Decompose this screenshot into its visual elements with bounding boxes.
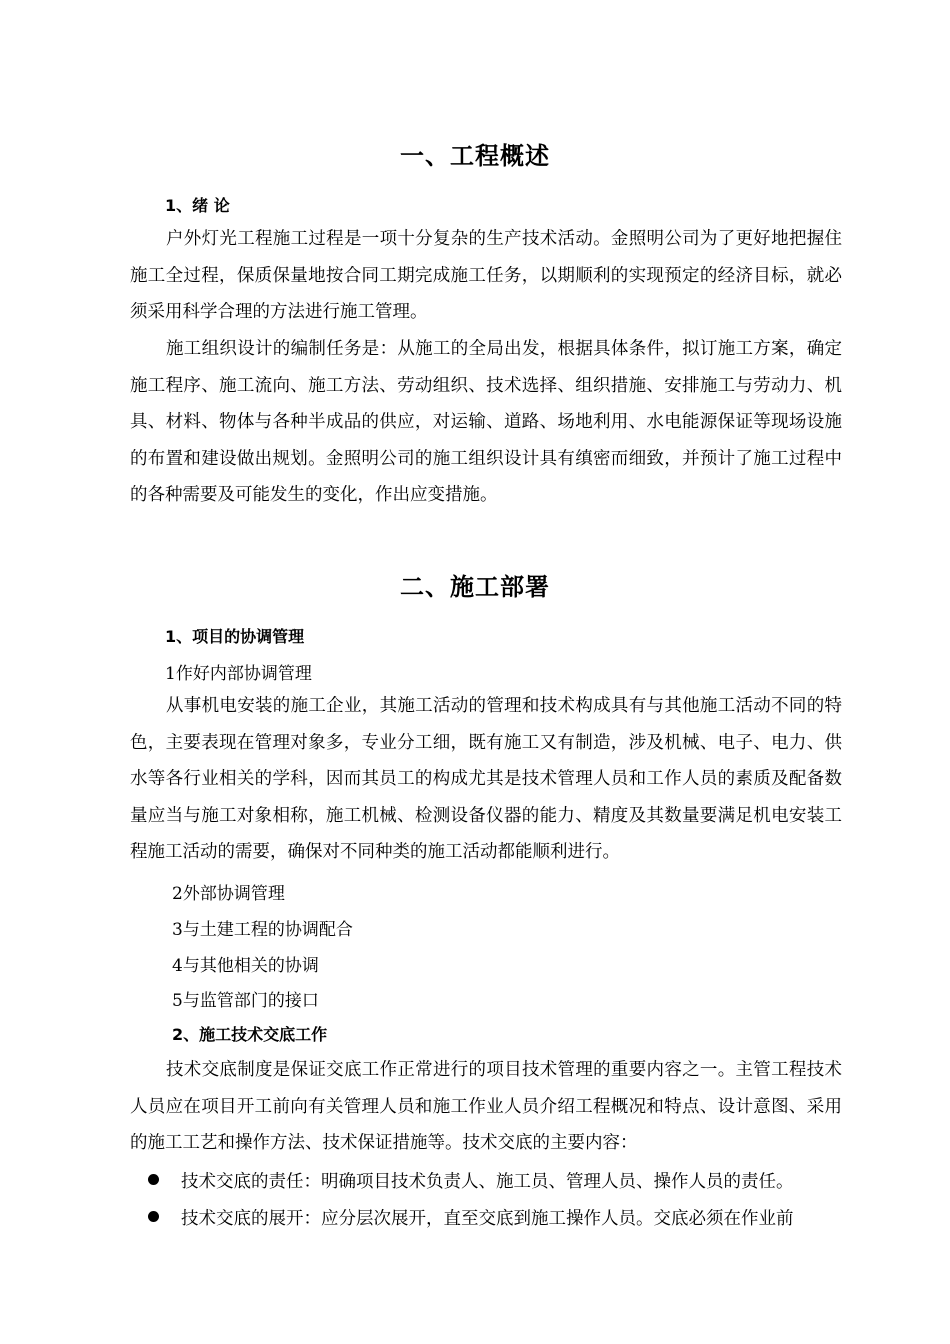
intro-paragraph-1: 户外灯光工程施工过程是一项十分复杂的生产技术活动。金照明公司为了更好地把握住施工全过程，保质保量地按合同工期完成施工任务，以期顺利的实现预定的经济目标，就必须采用科学合理的方法进行施工管理。 xyxy=(130,229,842,322)
bullet-dot-icon xyxy=(148,1174,159,1185)
coordination-heading: 1、项目的协调管理 xyxy=(165,627,305,646)
section-1-title: 一、工程概述 xyxy=(400,142,550,170)
section-1-subheading: 1、绪 论 xyxy=(165,196,230,215)
bullet-item xyxy=(148,1205,848,1230)
coordination-paragraph: 从事机电安装的施工企业，其施工活动的管理和技术构成具有与其他施工活动不同的特色，主要表现在管理对象多，专业分工细，既有施工又有制造，涉及机械、电子、电力、供水等各行业相关的学科，因而其员工的构成尤其是技术管理人员和工作人员的素质及配备数量应当与施工对象相称，施工机械、检测设备仪器的能力、精度及其数量要满足机电安装工程施工活动的需要，确保对不同种类的施工活动都能顺利进行。 xyxy=(130,696,842,862)
list-item-civil-coordination: 3与土建工程的协调配合 xyxy=(172,920,353,940)
list-item-internal-coordination: 1作好内部协调管理 xyxy=(165,664,312,684)
bullet-text: 技术交底的责任：明确项目技术负责人、施工员、管理人员、操作人员的责任。 xyxy=(181,1172,794,1192)
list-item-related-coordination: 4与其他相关的协调 xyxy=(172,956,319,976)
bullet-item xyxy=(148,1168,848,1193)
list-item-regulator-interface: 5与监管部门的接口 xyxy=(172,991,319,1011)
list-item-external-coordination: 2外部协调管理 xyxy=(172,884,285,904)
technical-briefing-heading: 2、施工技术交底工作 xyxy=(172,1025,328,1044)
bullet-text: 技术交底的展开：应分层次展开，直至交底到施工操作人员。交底必须在作业前 xyxy=(181,1209,794,1229)
bullet-dot-icon xyxy=(148,1211,159,1222)
intro-paragraph-2: 施工组织设计的编制任务是：从施工的全局出发，根据具体条件，拟订施工方案，确定施工程序、施工流向、施工方法、劳动组织、技术选择、组织措施、安排施工与劳动力、机具、材料、物体与各种半成品的供应，对运输、道路、场地利用、水电能源保证等现场设施的布置和建设做出规划。金照明公司的施工组织设计具有缜密而细致，并预计了施工过程中的各种需要及可能发生的变化，作出应变措施。 xyxy=(130,339,842,505)
technical-briefing-paragraph: 技术交底制度是保证交底工作正常进行的项目技术管理的重要内容之一。主管工程技术人员应在项目开工前向有关管理人员和施工作业人员介绍工程概况和特点、设计意图、采用的施工工艺和操作方法、技术保证措施等。技术交底的主要内容： xyxy=(130,1060,842,1153)
section-2-title: 二、施工部署 xyxy=(400,573,550,601)
